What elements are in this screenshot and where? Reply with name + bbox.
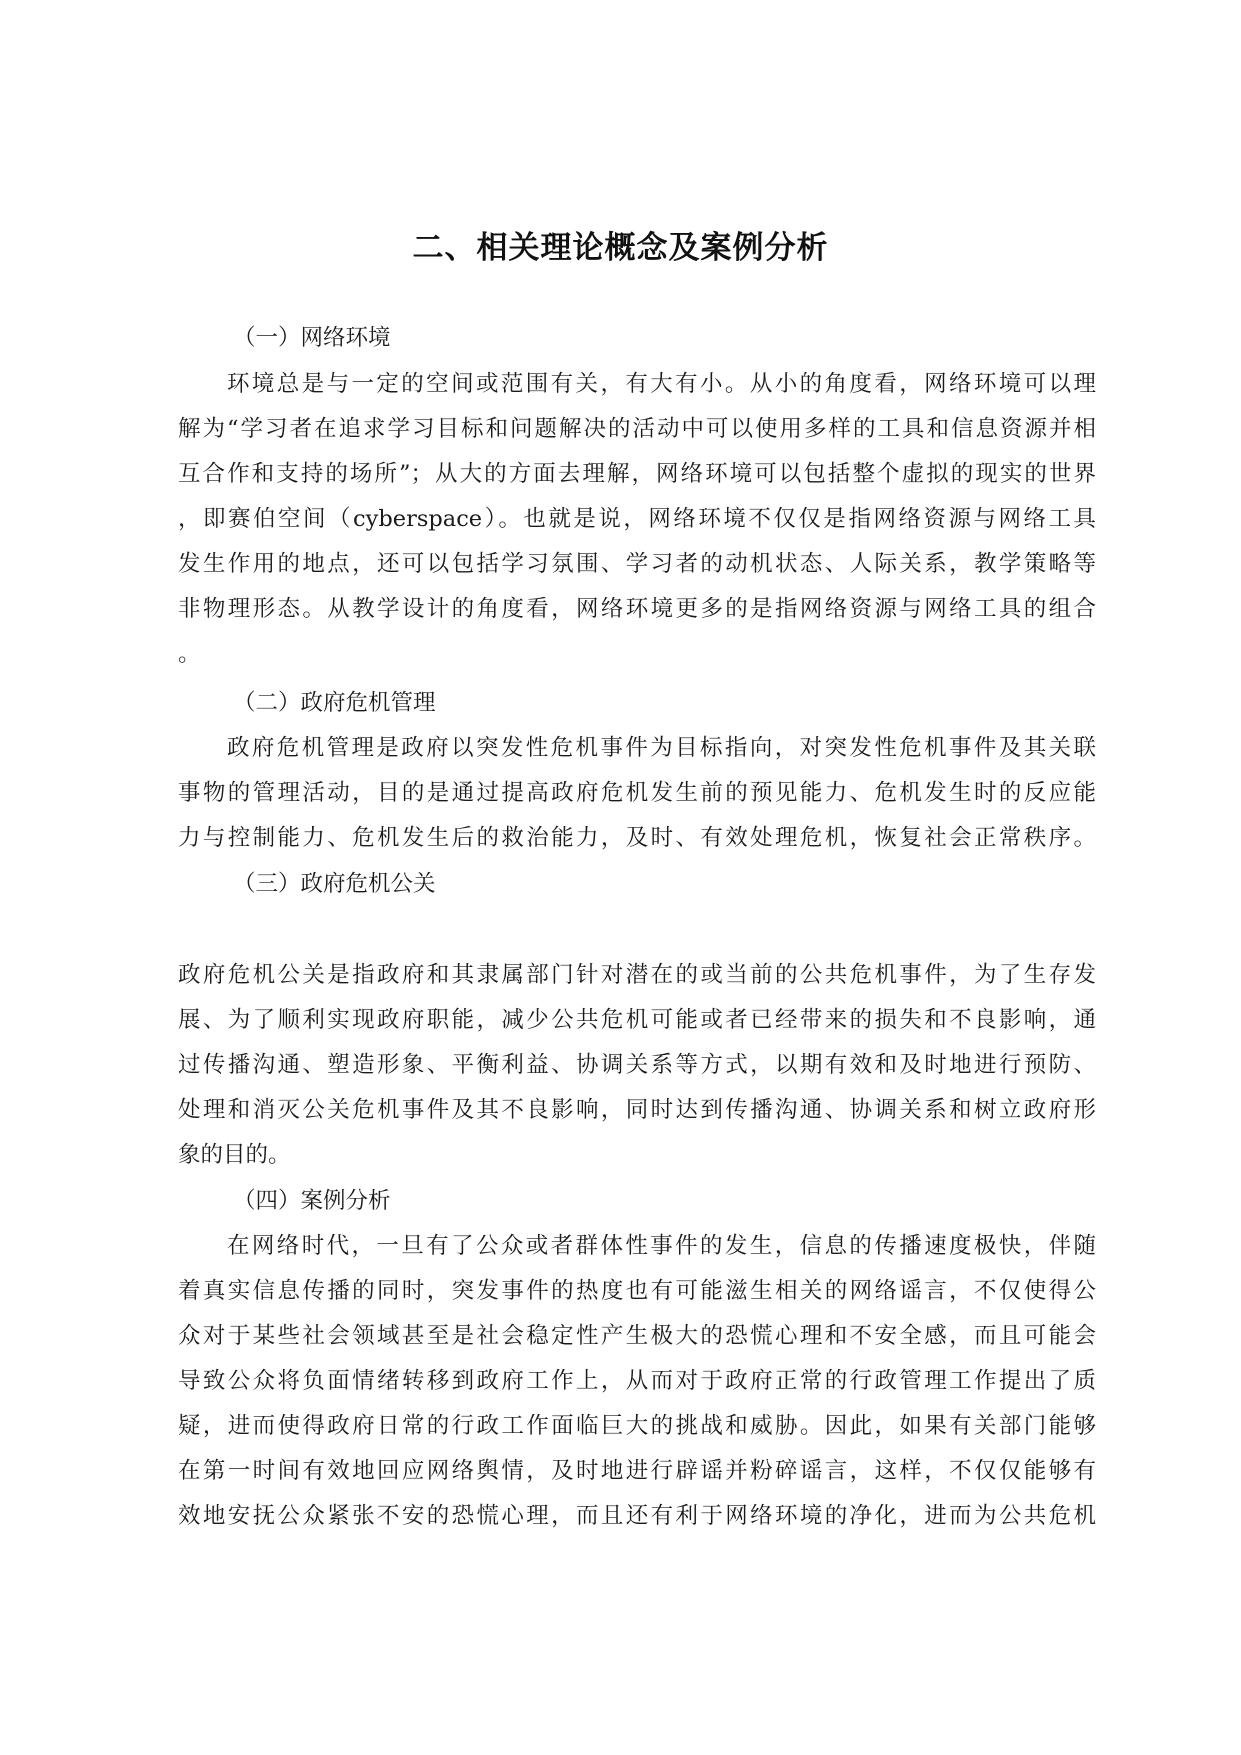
paragraph-line: 在第一时间有效地回应网络舆情，及时地进行辟谣并粉碎谣言，这样，不仅仅能够有: [178, 1458, 1096, 1484]
paragraph-line: 。: [178, 641, 201, 667]
paragraph-line: 互合作和支持的场所”；从大的方面去理解，网络环境可以包括整个虚拟的现实的世界: [178, 461, 1096, 487]
paragraph-line: 导致公众将负面情绪转移到政府工作上，从而对于政府正常的行政管理工作提出了质: [178, 1368, 1096, 1394]
paragraph-line: 政府危机管理是政府以突发性危机事件为目标指向，对突发性危机事件及其关联: [227, 735, 1096, 761]
section-heading-case-analysis: （四）案例分析: [233, 1188, 391, 1214]
paragraph-line: 发生作用的地点，还可以包括学习氛围、学习者的动机状态、人际关系，教学策略等: [178, 551, 1096, 577]
paragraph-line: 非物理形态。从教学设计的角度看，网络环境更多的是指网络资源与网络工具的组合: [178, 596, 1096, 622]
paragraph-line: 事物的管理活动，目的是通过提高政府危机发生前的预见能力、危机发生时的反应能: [178, 780, 1096, 806]
paragraph-line: 疑，进而使得政府日常的行政工作面临巨大的挑战和威胁。因此，如果有关部门能够: [178, 1413, 1096, 1439]
paragraph-line: 解为“学习者在追求学习目标和问题解决的活动中可以使用多样的工具和信息资源并相: [178, 416, 1096, 442]
page-title: 二、相关理论概念及案例分析: [412, 230, 829, 266]
paragraph-line: 众对于某些社会领域甚至是社会稳定性产生极大的恐慌心理和不安全感，而且可能会: [178, 1323, 1096, 1349]
paragraph-line: 过传播沟通、塑造形象、平衡利益、协调关系等方式，以期有效和及时地进行预防、: [178, 1052, 1096, 1078]
paragraph-line: 力与控制能力、危机发生后的救治能力，及时、有效处理危机，恢复社会正常秩序。: [178, 825, 1096, 851]
paragraph-line: ，即赛伯空间（cyberspace）。也就是说，网络环境不仅仅是指网络资源与网络工具: [178, 506, 1096, 532]
section-heading-government-crisis-management: （二）政府危机管理: [233, 690, 436, 716]
paragraph-line: 效地安抚公众紧张不安的恐慌心理，而且还有利于网络环境的净化，进而为公共危机: [178, 1503, 1096, 1529]
paragraph-line: 政府危机公关是指政府和其隶属部门针对潜在的或当前的公共危机事件，为了生存发: [178, 962, 1096, 988]
paragraph-line: 象的目的。: [178, 1142, 291, 1168]
paragraph-line: 环境总是与一定的空间或范围有关，有大有小。从小的角度看，网络环境可以理: [227, 371, 1096, 397]
section-heading-network-environment: （一）网络环境: [233, 325, 391, 351]
paragraph-line: 着真实信息传播的同时，突发事件的热度也有可能滋生相关的网络谣言，不仅使得公: [178, 1278, 1096, 1304]
paragraph-line: 在网络时代，一旦有了公众或者群体性事件的发生，信息的传播速度极快，伴随: [227, 1233, 1096, 1259]
paragraph-line: 处理和消灭公关危机事件及其不良影响，同时达到传播沟通、协调关系和树立政府形: [178, 1097, 1096, 1123]
section-heading-government-crisis-pr: （三）政府危机公关: [233, 871, 436, 897]
paragraph-line: 展、为了顺利实现政府职能，减少公共危机可能或者已经带来的损失和不良影响，通: [178, 1007, 1096, 1033]
